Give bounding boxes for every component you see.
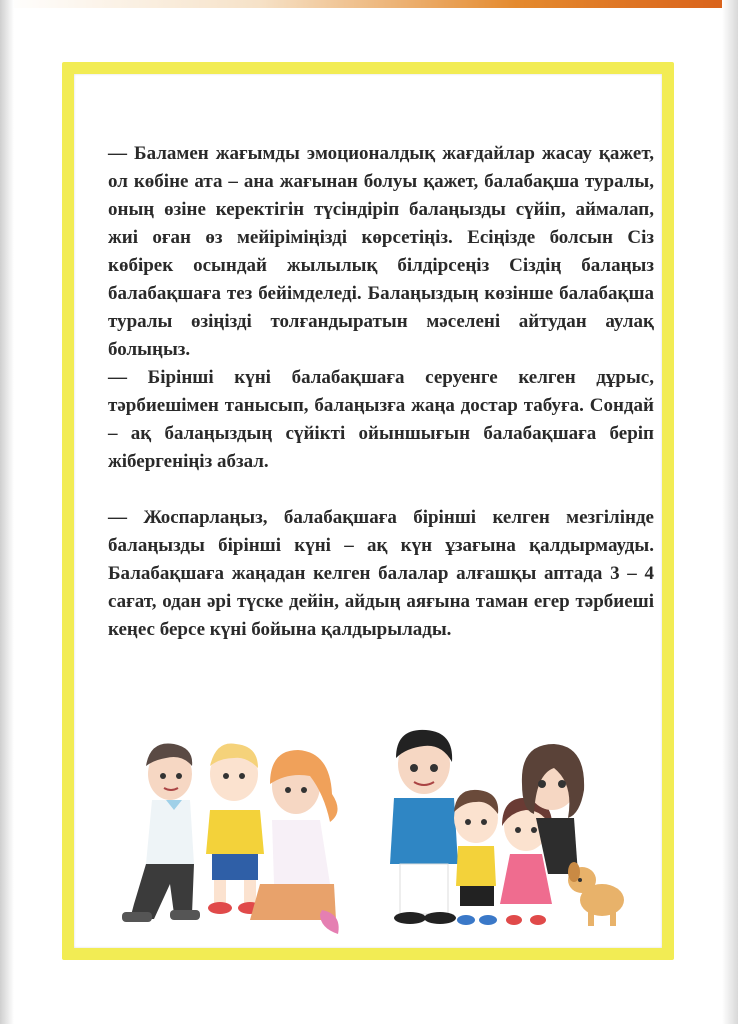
paragraph-spacer (108, 476, 654, 504)
paragraph-emotional-support: — Баламен жағымды эмоционалдық жағдайлар жасау қажет, ол көбіне ата – ана жағынан болуы қажет, балабақша туралы, оның өзіне керектігін түсіндіріп балаңызды сүйіп, аймалап, жиі оған өз мейіріміңізді көрсетіңіз. Есіңізде болсын Сіз көбірек осындай жылылық білдірсеңіз Сіздің балаңыз балабақшаға тез бейімделеді. Балаңыздың көзінше балабақша туралы өзіңізді толғандыратын мәселені айтудан аулақ болыңыз. (108, 143, 654, 360)
paragraph-planning: — Жоспарлаңыз, балабақшаға бірінші келген мезгілінде балаңызды бірінші күні – ақ күн ұзағына қалдырмауды. Балабақшаға жаңадан келген балалар алғашқы аптада 3 – 4 сағат, одан әрі түске дейін, айдың аяғына таман егер тәрбиеші кеңес берсе күні бойына қалдырылады. (108, 507, 654, 640)
page-edge-shadow-right (722, 0, 738, 1024)
body-text (108, 140, 654, 644)
boy-figure (454, 790, 498, 925)
kneeling-father-figure (122, 743, 200, 922)
page-panel (74, 74, 662, 948)
paragraph-first-day: — Бірінші күні балабақшаға серуенге келген дұрыс, тәрбиешімен танысып, балаңызға жаңа достар табуға. Сондай – ақ балаңыздың сүйікті ойыншығын балабақшаға беріп жібергеніңіз абзал. (108, 367, 654, 472)
kneeling-mother-figure (250, 750, 339, 934)
puppy-figure (568, 862, 624, 926)
yellow-frame (62, 62, 674, 960)
top-color-strip (0, 0, 738, 8)
girl-figure (500, 798, 552, 925)
small-child-figure (206, 743, 264, 914)
page-edge-shadow-left (0, 0, 14, 1024)
standing-father-figure (390, 730, 458, 924)
family-illustration (74, 714, 662, 954)
